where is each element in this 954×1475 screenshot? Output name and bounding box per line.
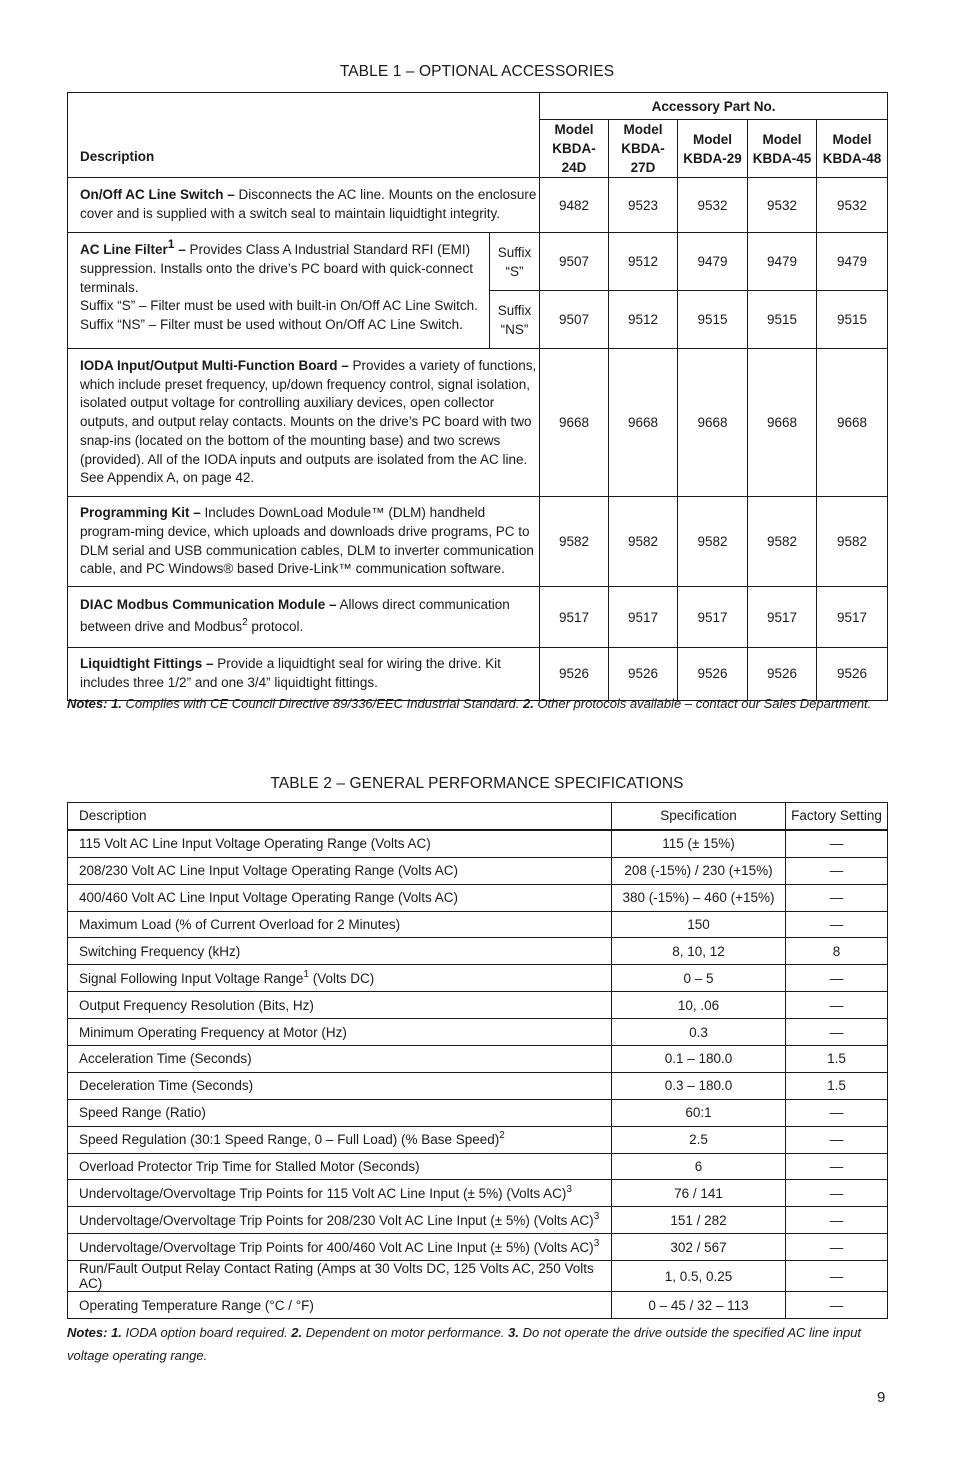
table-row (68, 587, 888, 648)
spec-description (68, 992, 612, 1019)
part-number: 9526 (540, 648, 609, 701)
part-number: 9515 (678, 291, 748, 349)
spec-description (68, 938, 612, 965)
part-number: 9479 (817, 233, 888, 291)
table1-title: TABLE 1 – OPTIONAL ACCESSORIES (339, 63, 615, 80)
spec-description (68, 1180, 612, 1207)
factory-setting-value: — (786, 965, 888, 992)
factory-setting-value: — (786, 911, 888, 938)
footnote-marker: 3 (593, 1237, 600, 1249)
row-description (68, 178, 540, 233)
part-number: 9515 (817, 291, 888, 349)
spec-description (68, 1234, 612, 1261)
table-row (68, 1046, 888, 1073)
table2-notes (67, 1321, 887, 1367)
spec-description (68, 830, 612, 857)
spec-description-text: 400/460 Volt AC Line Input Voltage Operating Range (Volts AC) (79, 890, 459, 906)
note-text: IODA option board required. (125, 1325, 288, 1340)
suffix-label: Suffix “NS” (490, 291, 540, 349)
part-number: 9517 (540, 587, 609, 648)
spec-description-text: Run/Fault Output Relay Contact Rating (Amps at 30 Volts DC, 125 Volts AC, 250 Volts AC) (79, 1261, 594, 1292)
spec-description-text: Output Frequency Resolution (Bits, Hz) (79, 997, 314, 1013)
spec-value: 302 / 567 (612, 1234, 786, 1261)
row-text: Allows direct communication between drive and Modbus (80, 597, 510, 635)
table-row (68, 497, 888, 587)
spec-description (68, 884, 612, 911)
note-number: 3. (508, 1325, 519, 1340)
spec-description-text: 208/230 Volt AC Line Input Voltage Operating Range (Volts AC) (79, 863, 459, 879)
factory-setting-value: — (786, 857, 888, 884)
spec-value: 60:1 (612, 1099, 786, 1126)
note-number: 2. (291, 1325, 303, 1340)
note-number: 1. (111, 696, 122, 711)
spec-description (68, 1072, 612, 1099)
note-text: Do not operate the drive outside the specified AC line input voltage operating range. (67, 1325, 862, 1363)
part-number: 9668 (748, 349, 817, 497)
spec-value: 0.3 – 180.0 (612, 1072, 786, 1099)
spec-description (68, 1153, 612, 1180)
part-number: 9526 (748, 648, 817, 701)
suffix-label: Suffix “S” (490, 233, 540, 291)
part-number: 9512 (609, 291, 678, 349)
row-name: DIAC Modbus Communication Module – (80, 597, 337, 613)
spec-value: 208 (-15%) / 230 (+15%) (612, 857, 786, 884)
factory-setting-value: — (786, 884, 888, 911)
part-number: 9523 (609, 178, 678, 233)
table-row (68, 1292, 888, 1319)
accessory-part-no-header: Accessory Part No. (540, 93, 888, 120)
part-number: 9515 (748, 291, 817, 349)
row-name: Liquidtight Fittings – (80, 656, 214, 672)
appendix-note: See Appendix A, on page 42. (80, 470, 255, 486)
spec-description (68, 857, 612, 884)
footnote-marker: 2 (499, 1130, 505, 1142)
table-row (68, 938, 888, 965)
spec-value: 380 (-15%) – 460 (+15%) (612, 884, 786, 911)
spec-description-text: Acceleration Time (Seconds) (79, 1051, 252, 1067)
notes-label: Notes: (67, 1325, 108, 1340)
factory-setting-value: — (786, 1234, 888, 1261)
part-number: 9479 (678, 233, 748, 291)
row-text: Includes DownLoad Module™ (DLM) handheld program-ming device, which uploads and downloads drive programs, PC to DLM serial and USB communication cables, DLM to inverter communication cable, and PC Windows® based Drive-Link™ communication software. (80, 505, 534, 577)
spec-value: 6 (612, 1153, 786, 1180)
table-row (68, 349, 888, 497)
footnote-marker: 3 (566, 1183, 572, 1195)
row-text: Provides a variety of functions, which include preset frequency, up/down frequency control, signal isolation, isolated output voltage for controlling auxiliary devices, open collector outputs, and output relay contacts. Mounts on the drive’s PC board with two snap-ins (located on the bottom of the mounting base) and two screws (provided). All of the IODA inputs and outputs are isolated from the AC line. (80, 357, 537, 467)
factory-setting-value: 1.5 (786, 1046, 888, 1073)
footnote-marker: 1 (167, 237, 175, 251)
factory-setting-value: — (786, 992, 888, 1019)
spec-description (68, 1207, 612, 1234)
suffix-s-note: Suffix “S” – Filter must be used with built-in On/Off AC Line Switch. (80, 298, 478, 314)
spec-description-text: Maximum Load (% of Current Overload for 2 Minutes) (79, 917, 401, 932)
table1-notes (67, 692, 887, 715)
table-row (68, 1261, 888, 1292)
table-row (68, 830, 888, 857)
table-row (68, 1180, 888, 1207)
part-number: 9479 (748, 233, 817, 291)
spec-description-text: Operating Temperature Range (°C / °F) (79, 1297, 314, 1313)
factory-setting-value: — (786, 1153, 888, 1180)
spec-value: 8, 10, 12 (612, 938, 786, 965)
factory-setting-value: 8 (786, 938, 888, 965)
part-number: 9526 (817, 648, 888, 701)
table-row (68, 1207, 888, 1234)
row-text-end: protocol. (247, 619, 304, 635)
part-number: 9482 (540, 178, 609, 233)
part-number: 9582 (678, 497, 748, 587)
part-number: 9532 (817, 178, 888, 233)
table-row (68, 884, 888, 911)
spec-description-text: Switching Frequency (kHz) (79, 943, 241, 959)
row-name: IODA Input/Output Multi-Function Board – (80, 357, 349, 373)
part-number: 9582 (540, 497, 609, 587)
row-description (68, 497, 540, 587)
spec-description-text: Deceleration Time (Seconds) (79, 1078, 254, 1094)
part-number: 9517 (817, 587, 888, 648)
spec-description (68, 1099, 612, 1126)
table-row (68, 1072, 888, 1099)
note-text: Other protocols available – contact our Sales Department. (537, 696, 872, 711)
model-header: Model KBDA-27D (609, 120, 678, 178)
model-header: Model KBDA-29 (678, 120, 748, 178)
footnote-marker: 1 (303, 968, 309, 980)
part-number: 9532 (678, 178, 748, 233)
factory-setting-header: Factory Setting (786, 803, 888, 830)
specification-header: Specification (612, 803, 786, 830)
factory-setting-value: — (786, 1261, 888, 1292)
description-header: Description (68, 803, 612, 830)
factory-setting-value: — (786, 1292, 888, 1319)
spec-value: 0.3 (612, 1019, 786, 1046)
spec-description-text: Undervoltage/Overvoltage Trip Points for 115 Volt AC Line Input (± 5%) (Volts AC) (79, 1185, 567, 1201)
part-number: 9582 (609, 497, 678, 587)
part-number: 9582 (817, 497, 888, 587)
table-row (68, 1126, 888, 1153)
spec-description (68, 911, 612, 938)
factory-setting-value: — (786, 1099, 888, 1126)
part-number: 9526 (609, 648, 678, 701)
spec-value: 10, .06 (612, 992, 786, 1019)
spec-description-text: Signal Following Input Voltage Range (79, 970, 304, 986)
table2-title: TABLE 2 – GENERAL PERFORMANCE SPECIFICATIONS (270, 775, 684, 792)
spec-description (68, 1261, 612, 1292)
spec-description (68, 1046, 612, 1073)
spec-value: 151 / 282 (612, 1207, 786, 1234)
page-number: 9 (877, 1389, 886, 1406)
row-text: Provide a liquidtight seal for wiring the drive. Kit includes three 1/2” and one 3/4” liquidtight fittings. (80, 656, 501, 690)
part-number: 9507 (540, 291, 609, 349)
footnote-marker: 3 (593, 1210, 600, 1222)
spec-value: 0 – 5 (612, 965, 786, 992)
part-number: 9517 (609, 587, 678, 648)
spec-description-end: (Volts DC) (308, 970, 375, 986)
table-row (68, 1099, 888, 1126)
spec-description-text: Undervoltage/Overvoltage Trip Points for 208/230 Volt AC Line Input (± 5%) (Volts AC) (79, 1212, 594, 1228)
factory-setting-value: — (786, 1207, 888, 1234)
spec-description (68, 1019, 612, 1046)
part-number: 9668 (609, 349, 678, 497)
spec-description-text: Speed Range (Ratio) (79, 1105, 206, 1121)
model-header: Model KBDA-48 (817, 120, 888, 178)
notes-label: Notes: (67, 696, 108, 711)
factory-setting-value: — (786, 1019, 888, 1046)
table-row (68, 965, 888, 992)
spec-description (68, 1126, 612, 1153)
model-header: Model KBDA-24D (540, 120, 609, 178)
spec-value: 2.5 (612, 1126, 786, 1153)
row-text: Disconnects the AC line. Mounts on the enclosure cover and is supplied with a switch seal to maintain liquidtight integrity. (80, 187, 537, 221)
row-text: Provides Class A Industrial Standard RFI (EMI) suppression. Installs onto the drive’s PC board with quick-connect terminals. (80, 242, 473, 295)
factory-setting-value: — (786, 1180, 888, 1207)
note-number: 1. (111, 1325, 122, 1340)
spec-value: 0.1 – 180.0 (612, 1046, 786, 1073)
factory-setting-value: — (786, 830, 888, 857)
part-number: 9668 (540, 349, 609, 497)
spec-description-text: Undervoltage/Overvoltage Trip Points for 400/460 Volt AC Line Input (± 5%) (Volts AC) (79, 1239, 594, 1255)
part-number: 9517 (678, 587, 748, 648)
spec-description (68, 1292, 612, 1319)
row-name: Programming Kit – (80, 505, 201, 520)
part-number: 9517 (748, 587, 817, 648)
performance-specifications-table (67, 802, 888, 1319)
table-row (68, 1019, 888, 1046)
spec-value: 150 (612, 911, 786, 938)
part-number: 9582 (748, 497, 817, 587)
factory-setting-value: — (786, 1126, 888, 1153)
description-header: Description (68, 93, 540, 178)
part-number: 9668 (817, 349, 888, 497)
row-name: On/Off AC Line Switch – (80, 187, 235, 203)
note-text: Complies with CE Council Directive 89/336/EEC Industrial Standard. (125, 696, 520, 711)
table-row (68, 857, 888, 884)
factory-setting-value: 1.5 (786, 1072, 888, 1099)
row-description (68, 349, 540, 497)
table-row (68, 992, 888, 1019)
spec-description-text: Overload Protector Trip Time for Stalled Motor (Seconds) (79, 1159, 420, 1175)
note-text: Dependent on motor performance. (305, 1325, 505, 1340)
spec-value: 1, 0.5, 0.25 (612, 1261, 786, 1292)
part-number: 9668 (678, 349, 748, 497)
spec-description-text: 115 Volt AC Line Input Voltage Operating Range (Volts AC) (79, 836, 431, 852)
spec-description-text: Minimum Operating Frequency at Motor (Hz) (79, 1024, 347, 1040)
part-number: 9532 (748, 178, 817, 233)
table-row (68, 911, 888, 938)
table-row (68, 178, 888, 233)
spec-value: 0 – 45 / 32 – 113 (612, 1292, 786, 1319)
footnote-marker: 2 (242, 617, 248, 629)
table-row (68, 233, 888, 291)
table-row (68, 1153, 888, 1180)
part-number: 9526 (678, 648, 748, 701)
table-header-row (68, 803, 888, 830)
part-number: 9507 (540, 233, 609, 291)
spec-value: 76 / 141 (612, 1180, 786, 1207)
row-description (68, 233, 490, 349)
part-number: 9512 (609, 233, 678, 291)
row-description (68, 587, 540, 648)
row-name-dash: – (174, 242, 186, 257)
optional-accessories-table (67, 92, 888, 701)
spec-description (68, 965, 612, 992)
model-header: Model KBDA-45 (748, 120, 817, 178)
spec-description-text: Speed Regulation (30:1 Speed Range, 0 – Full Load) (% Base Speed) (79, 1132, 500, 1148)
table-row (68, 1234, 888, 1261)
row-name: AC Line Filter (80, 242, 168, 257)
suffix-ns-note: Suffix “NS” – Filter must be used without On/Off AC Line Switch. (80, 317, 463, 333)
spec-value: 115 (± 15%) (612, 830, 786, 857)
note-number: 2. (522, 696, 534, 711)
